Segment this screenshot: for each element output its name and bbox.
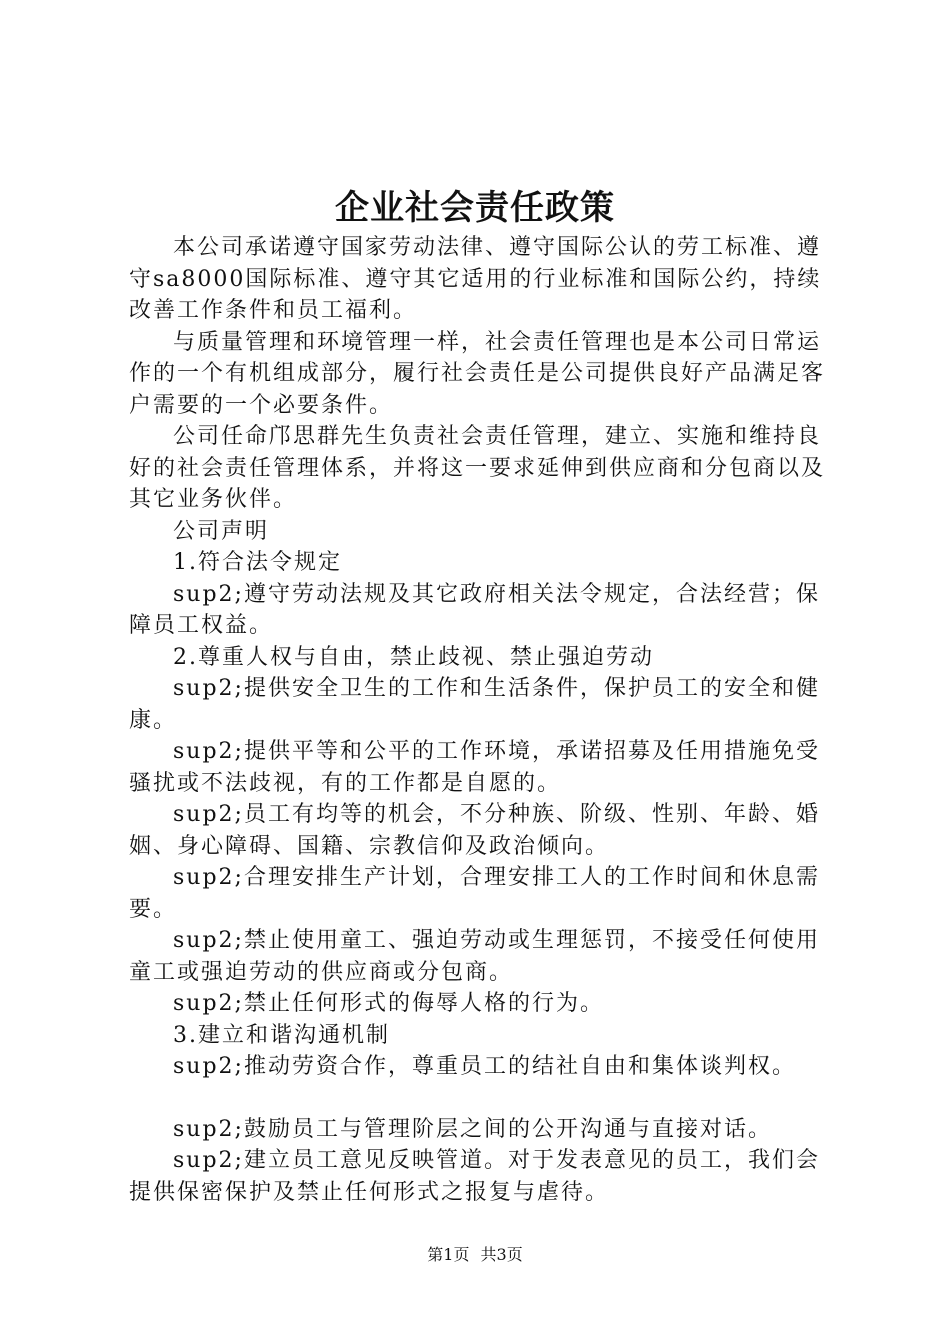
list-item: sup2;员工有均等的机会，不分种族、阶级、性别、年龄、婚姻、身心障碍、国籍、宗教信仰及政治倾向。 (129, 802, 820, 859)
list-item: sup2;合理安排生产计划，合理安排工人的工作时间和休息需要。 (129, 865, 820, 922)
section-heading-statement: 公司声明 (173, 518, 270, 544)
list-item: sup2;推动劳资合作，尊重员工的结社自由和集体谈判权。 (173, 1054, 796, 1079)
section-heading-2: 2.尊重人权与自由，禁止歧视、禁止强迫劳动 (173, 644, 654, 670)
list-item: sup2;遵守劳动法规及其它政府相关法令规定，合法经营；保障员工权益。 (129, 581, 820, 638)
list-item: sup2;提供安全卫生的工作和生活条件，保护员工的安全和健康。 (129, 676, 820, 733)
list-item: sup2;鼓励员工与管理阶层之间的公开沟通与直接对话。 (173, 1116, 772, 1142)
document-title: 企业社会责任政策 (335, 188, 615, 228)
paragraph-appointment: 公司任命邝思群先生负责社会责任管理，建立、实施和维持良好的社会责任管理体系，并将这一要求延伸到供应商和分包商以及其它业务伙伴。 (129, 424, 826, 512)
page-footer (0, 1244, 950, 1266)
paragraph-commitment: 本公司承诺遵守国家劳动法律、遵守国际公认的劳工标准、遵守sa8000国际标准、遵守其它适用的行业标准和国际公约，持续改善工作条件和员工福利。 (129, 235, 822, 323)
list-item: sup2;提供平等和公平的工作环境，承诺招募及任用措施免受骚扰或不法歧视，有的工作都是自愿的。 (129, 739, 820, 796)
paragraph-management: 与质量管理和环境管理一样，社会责任管理也是本公司日常运作的一个有机组成部分，履行社会责任是公司提供良好产品满足客户需要的一个必要条件。 (129, 329, 826, 418)
section-heading-1: 1.符合法令规定 (173, 550, 342, 575)
list-item: sup2;禁止任何形式的侮辱人格的行为。 (173, 991, 604, 1016)
page-total: 共3页 (480, 1245, 523, 1264)
document-body (129, 232, 839, 1208)
list-item: sup2;禁止使用童工、强迫劳动或生理惩罚，不接受任何使用童工或强迫劳动的供应商或分包商。 (129, 928, 820, 985)
page-number: 第1页 (427, 1245, 470, 1264)
section-heading-3: 3.建立和谐沟通机制 (173, 1022, 390, 1048)
list-item: sup2;建立员工意见反映管道。对于发表意见的员工，我们会提供保密保护及禁止任何形式之报复与虐待。 (129, 1148, 820, 1205)
